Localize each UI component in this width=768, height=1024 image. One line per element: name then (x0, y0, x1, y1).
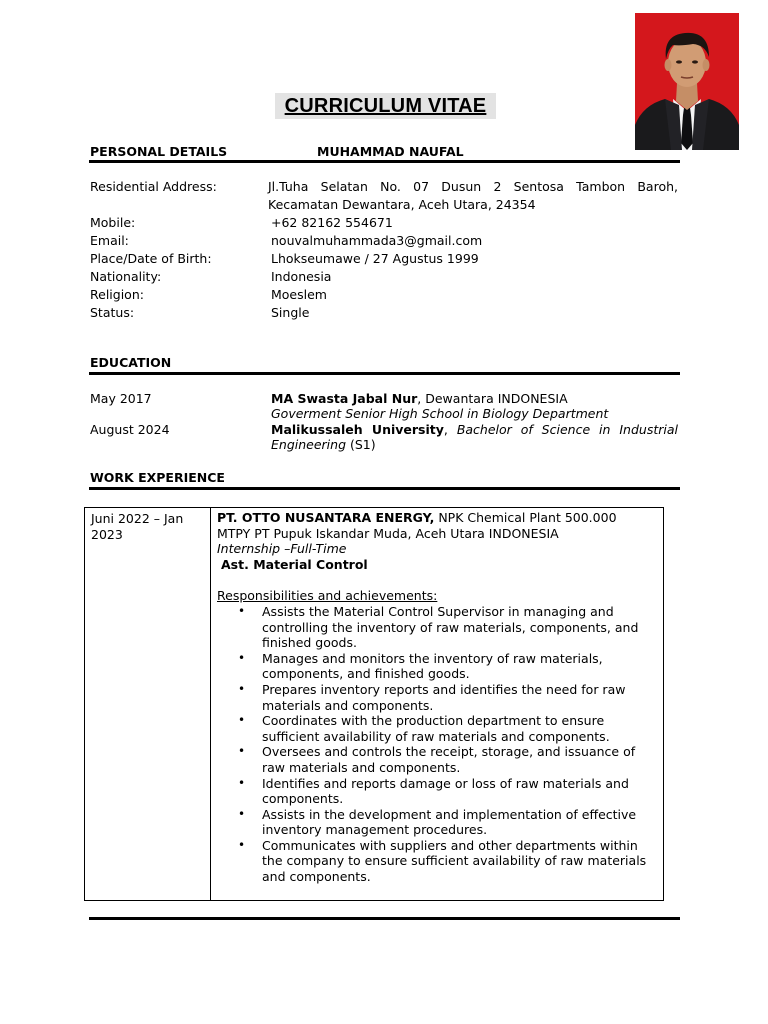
field-label-nationality: Nationality: (90, 269, 162, 284)
school-name: MA Swasta Jabal Nur (271, 391, 418, 406)
education-detail: Goverment Senior High School in Biology Department (271, 406, 609, 421)
candidate-name: MUHAMMAD NAUFAL (317, 144, 464, 159)
employment-type: Internship –Full-Time (217, 541, 347, 557)
list-item: • Communicates with suppliers and other departments within the company to ensure sufficient availability of raw materials and components. (262, 838, 647, 885)
field-value-address-line1: Jl.Tuha Selatan No. 07 Dusun 2 Sentosa Tambon Baroh, (268, 179, 678, 194)
divider (89, 917, 680, 920)
field-value-nationality: Indonesia (271, 269, 332, 284)
company-name: PT. OTTO NUSANTARA ENERGY, (217, 510, 435, 525)
section-work-experience: WORK EXPERIENCE (90, 470, 225, 485)
list-item: • Assists the Material Control Supervisor in managing and controlling the inventory of raw materials, components, and finished goods. (262, 604, 647, 651)
divider (89, 160, 680, 163)
list-item: • Identifies and reports damage or loss of raw materials and components. (262, 776, 647, 807)
experience-table (84, 507, 664, 901)
degree-line2: Engineering (271, 437, 346, 452)
field-label-birth: Place/Date of Birth: (90, 251, 212, 266)
list-item: • Manages and monitors the inventory of raw materials, components, and finished goods. (262, 651, 647, 682)
education-degree-continued (271, 437, 678, 453)
field-label-address: Residential Address: (90, 179, 217, 194)
job-role: Ast. Material Control (221, 556, 368, 572)
list-item: • Assists in the development and implementation of effective inventory management procedures. (262, 807, 647, 838)
field-label-religion: Religion: (90, 287, 144, 302)
degree-suffix: (S1) (346, 437, 376, 452)
education-date: August 2024 (90, 422, 170, 437)
education-date: May 2017 (90, 391, 152, 406)
list-item: • Prepares inventory reports and identifies the need for raw materials and components. (262, 682, 647, 713)
divider (89, 487, 680, 490)
company-line (217, 510, 647, 526)
field-value-address-line2: Kecamatan Dewantara, Aceh Utara, 24354 (268, 197, 536, 212)
degree: Bachelor of Science in Industrial (456, 422, 678, 437)
field-value-birth: Lhokseumawe / 27 Agustus 1999 (271, 251, 479, 266)
experience-period: Juni 2022 – Jan 2023 (91, 511, 184, 542)
section-education: EDUCATION (90, 355, 172, 370)
responsibilities-heading: Responsibilities and achievements: (217, 588, 438, 604)
field-value-mobile: +62 82162 554671 (271, 215, 393, 230)
experience-details (217, 510, 647, 885)
company-detail: NPK Chemical Plant 500.000 (434, 510, 617, 525)
portrait-image (635, 13, 739, 150)
page-title: CURRICULUM VITAE (275, 93, 496, 119)
field-value-religion: Moeslem (271, 287, 327, 302)
table-column-divider (210, 508, 211, 900)
section-personal-details: PERSONAL DETAILS (90, 144, 228, 159)
list-item: • Coordinates with the production department to ensure sufficient availability of raw materials and components. (262, 713, 647, 744)
field-label-status: Status: (90, 305, 135, 320)
school-location: , Dewantara INDONESIA (417, 391, 568, 406)
list-item: • Oversees and controls the receipt, storage, and issuance of raw materials and components. (262, 744, 647, 775)
field-label-email: Email: (90, 233, 129, 248)
field-value-email: nouvalmuhammada3@gmail.com (271, 233, 483, 248)
divider (89, 372, 680, 375)
responsibilities-list (217, 604, 647, 885)
separator: , (443, 422, 448, 437)
company-detail-line2: MTPY PT Pupuk Iskandar Muda, Aceh Utara INDONESIA (217, 525, 559, 541)
field-value-status: Single (271, 305, 310, 320)
field-label-mobile: Mobile: (90, 215, 136, 230)
profile-photo (635, 13, 739, 150)
school-name: Malikussaleh University (271, 422, 444, 437)
